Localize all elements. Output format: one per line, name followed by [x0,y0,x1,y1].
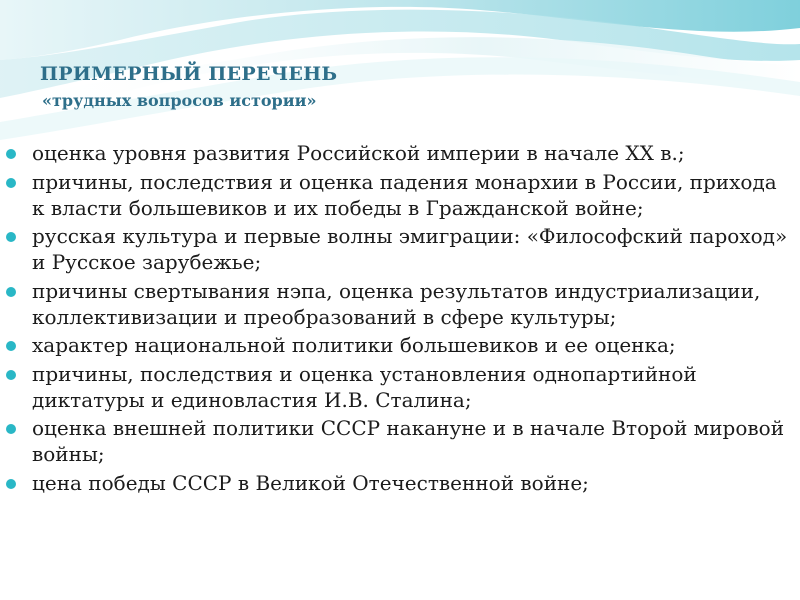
list-item [0,332,790,358]
list-item [0,169,790,221]
list-item-text: русская культура и первые волны эмиграции: «Философский пароход» и Русское зарубежье; [32,224,788,274]
list-item-text: цена победы СССР в Великой Отечественной войне; [32,470,589,495]
list-item-text: оценка уровня развития Российской империи в начале XX в.; [32,141,685,165]
bullet-circle-icon [6,370,16,380]
bullet-circle-icon [6,287,16,297]
bullet-circle-icon [6,149,16,159]
bullet-circle-icon [6,341,16,351]
bullet-list [0,140,790,498]
bullet-circle-icon [6,479,16,489]
bullet-circle-icon [6,178,16,188]
list-item [0,361,790,413]
bullet-circle-icon [6,424,16,434]
list-item [0,140,790,166]
list-item-text: причины, последствия и оценка установления однопартийной диктатуры и единовластия И.В. Сталина; [32,361,697,412]
title-block [40,62,337,112]
bullet-circle-icon [6,232,16,242]
list-item [0,470,790,496]
slide-title: ПРИМЕРНЫЙ ПЕРЕЧЕНЬ [40,63,338,85]
list-item [0,415,790,467]
list-item [0,223,790,275]
slide-subtitle: «трудных вопросов истории» [42,91,317,110]
list-item [0,278,790,330]
list-item-text: причины, последствия и оценка падения монархии в России, прихода к власти большевиков и их победы в Гражданской войне; [32,169,777,220]
list-item-text: оценка внешней политики СССР накануне и в начале Второй мировой войны; [32,416,785,466]
list-item-text: причины свертывания нэпа, оценка результатов индустриализации, коллективизации и преобразований в сфере культуры; [32,278,761,329]
list-item-text: характер национальной политики большевиков и ее оценка; [32,333,676,357]
